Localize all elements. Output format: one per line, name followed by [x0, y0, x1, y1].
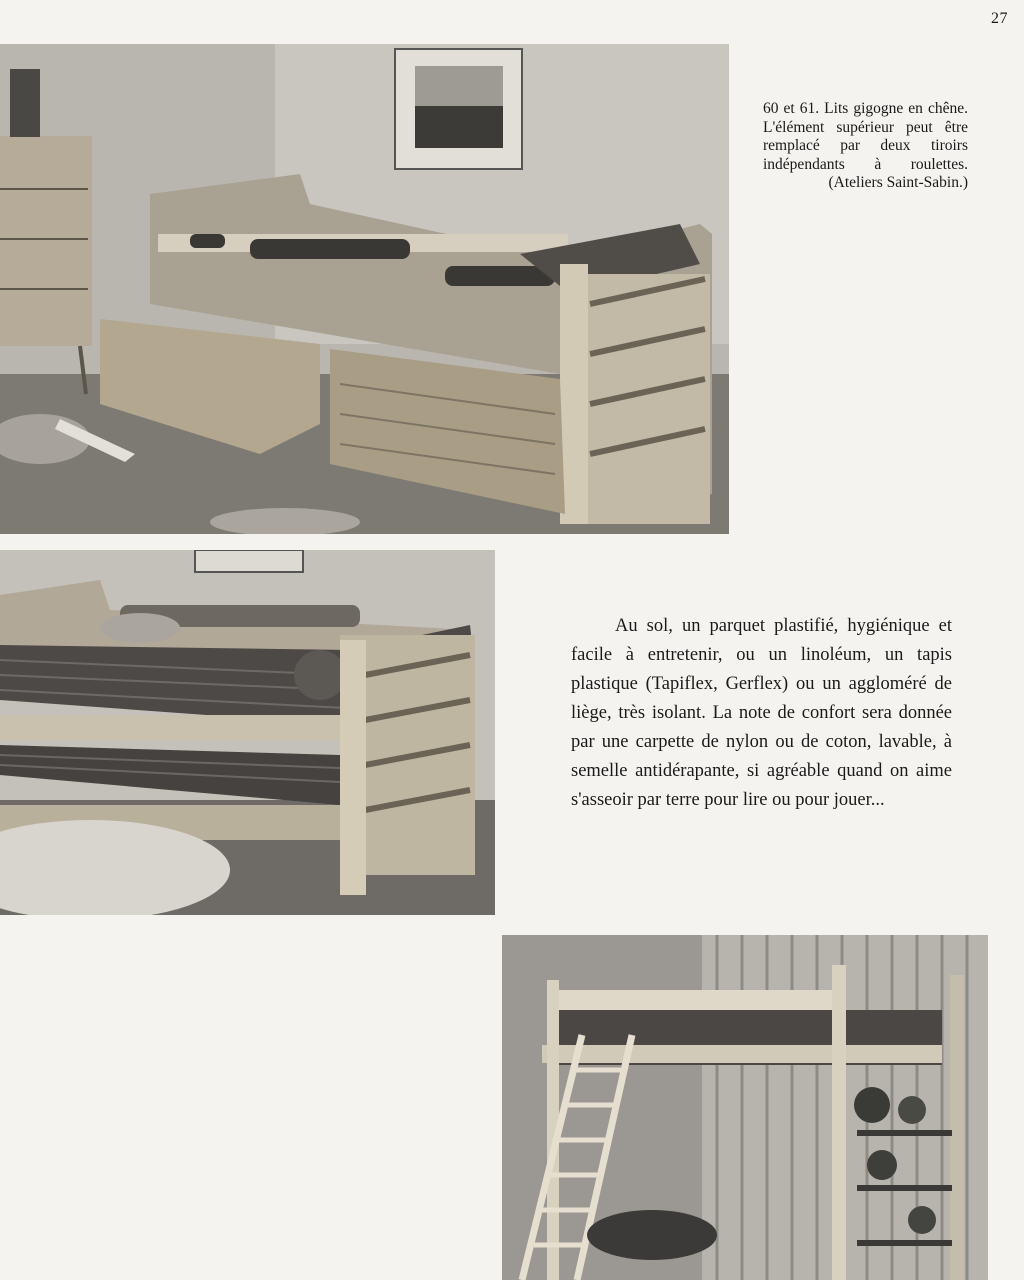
photo-caption: 60 et 61. Lits gigogne en chêne. L'élément supérieur peut être remplacé par deux tiroirs indépendants à roulettes. (Ateliers Saint-Sabin.): [763, 100, 968, 191]
photo-bunk-bed-with-ladder: [502, 935, 988, 1280]
photo-trundle-bed-drawers: [0, 44, 729, 534]
page-number: 27: [991, 10, 1008, 27]
body-paragraph: Au sol, un parquet plastifié, hygiénique et facile à entretenir, ou un linoléum, un tapis plastique (Tapiflex, Gerflex) ou un aggloméré de liège, très isolant. La note de confort sera donnée par une carpette de nylon ou de coton, lavable, à semelle antidérapante, si agréable quand on aime s'asseoir par terre pour lire ou pour jouer...: [571, 616, 952, 810]
photo-trundle-bed-pulled-out: [0, 550, 495, 915]
